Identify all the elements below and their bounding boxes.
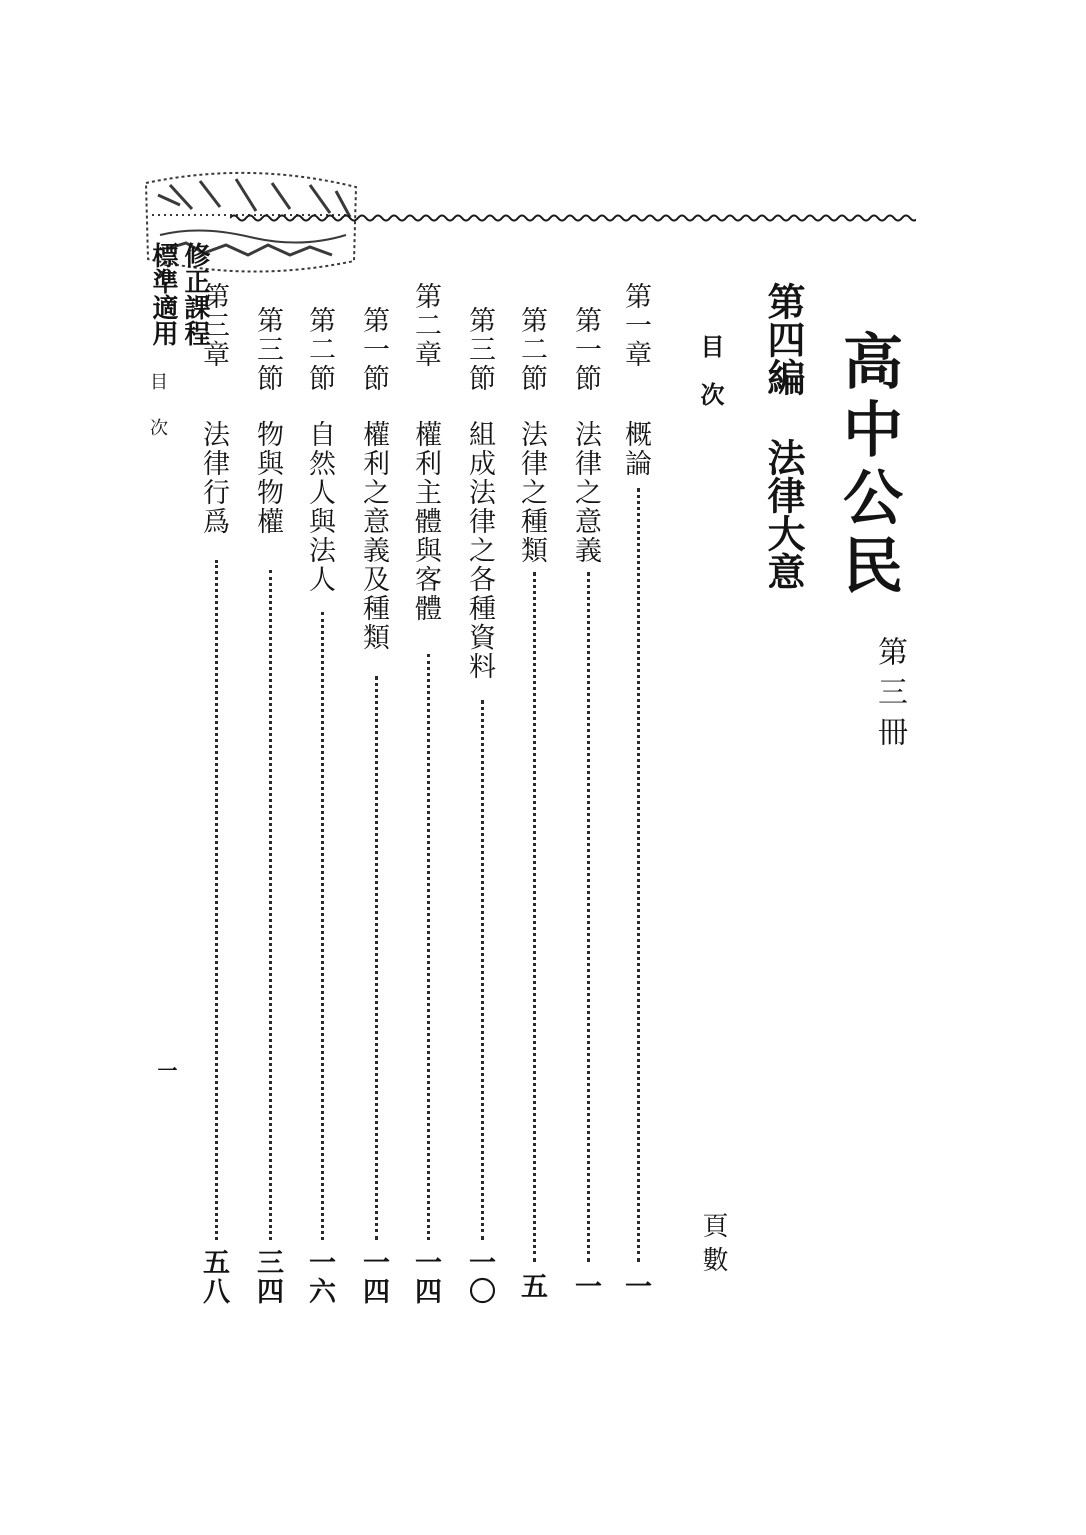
toc-entry-label: 第三節 — [252, 306, 283, 393]
toc-leader-dots — [321, 612, 326, 1240]
toc-entry-page: 五 — [516, 1272, 547, 1301]
toc-entry-label: 第三章 — [198, 282, 229, 369]
toc-entry-page: 一六 — [304, 1248, 335, 1306]
toc-leader-dots — [587, 572, 592, 1262]
subtitle-right: 修正課程 — [180, 242, 210, 346]
toc-leader-dots — [637, 488, 642, 1262]
toc-entry-title: 自然人與法人 — [304, 420, 335, 594]
toc-entry-page: 一四 — [410, 1248, 441, 1306]
toc-leader-dots — [269, 570, 274, 1240]
toc-leader-dots — [215, 560, 220, 1240]
toc-entry-label: 第一節 — [570, 306, 601, 393]
toc-entry-label: 第二節 — [516, 306, 547, 393]
header-rule — [230, 212, 916, 224]
toc-entry-page: 一 — [570, 1272, 601, 1301]
toc-entry-page: 一〇 — [464, 1248, 495, 1306]
toc-entry-title: 概論 — [620, 420, 651, 478]
book-title: 高中公民 — [833, 330, 903, 602]
page-number-heading: 頁數 — [698, 1212, 728, 1280]
toc-entry-label: 第二章 — [410, 282, 441, 369]
toc-entry-page: 一四 — [358, 1248, 389, 1306]
toc-leader-dots — [481, 700, 486, 1240]
toc-entry-label: 第二節 — [304, 306, 335, 393]
toc-entry-title: 組成法律之各種資料 — [464, 420, 495, 681]
toc-heading: 目次 — [696, 334, 725, 430]
toc-leader-dots — [375, 676, 380, 1240]
toc-entry-label: 第一節 — [358, 306, 389, 393]
part-label: 第四編 — [761, 282, 806, 396]
toc-entry-title: 權利之意義及種類 — [358, 420, 389, 652]
toc-entry-title: 物與物權 — [252, 420, 283, 536]
toc-leader-dots — [427, 654, 432, 1240]
subtitle-left: 標準適用 — [148, 242, 178, 346]
toc-entry-title: 權利主體與客體 — [410, 420, 441, 623]
toc-entry-page: 五八 — [198, 1248, 229, 1306]
toc-entry-title: 法律之種類 — [516, 420, 547, 565]
running-head: 目次 — [147, 372, 168, 464]
volume-label: 第三冊 — [872, 636, 907, 756]
toc-entry-title: 法律行爲 — [198, 420, 229, 536]
toc-entry-label: 第一章 — [620, 282, 651, 369]
part-title: 法律大意 — [761, 438, 806, 590]
toc-leader-dots — [533, 572, 538, 1262]
toc-entry-page: 一 — [620, 1272, 651, 1301]
toc-entry-title: 法律之意義 — [570, 420, 601, 565]
toc-entry-label: 第三節 — [464, 306, 495, 393]
page-folio: 一 — [154, 1060, 178, 1080]
toc-entry-page: 三四 — [252, 1248, 283, 1306]
